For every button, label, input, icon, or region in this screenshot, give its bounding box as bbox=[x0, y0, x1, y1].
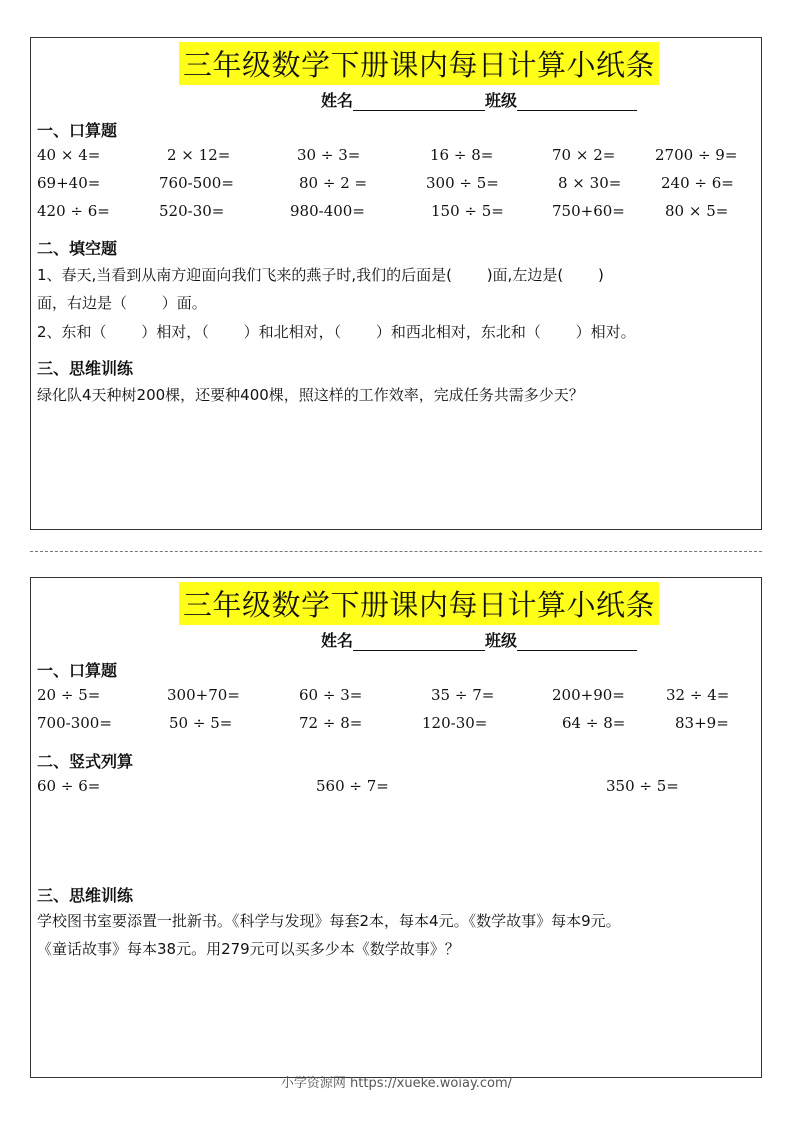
vertical-calc-item: 350 ÷ 5= bbox=[606, 777, 679, 795]
calc-item: 150 ÷ 5= bbox=[431, 202, 504, 220]
calc-item: 980-400= bbox=[290, 202, 365, 220]
class-label: 班级 bbox=[485, 631, 518, 650]
calc-item: 420 ÷ 6= bbox=[37, 202, 110, 220]
cut-line bbox=[30, 551, 762, 552]
section-heading-vertical: 二、竖式列算 bbox=[37, 752, 134, 771]
calc-item: 8 × 30= bbox=[558, 174, 622, 192]
calc-item: 70 × 2= bbox=[552, 146, 616, 164]
name-class-row bbox=[321, 628, 637, 651]
fill-question-1-cont: 面，右边是（ ）面。 bbox=[37, 294, 207, 312]
calc-item: 760-500= bbox=[159, 174, 234, 192]
vertical-calc-item: 60 ÷ 6= bbox=[37, 777, 101, 795]
calc-item: 16 ÷ 8= bbox=[430, 146, 494, 164]
section-heading-oral: 一、口算题 bbox=[37, 661, 118, 680]
thinking-question: 学校图书室要添置一批新书。《科学与发现》每套2本，每本4元。《数学故事》每本9元。 bbox=[37, 912, 621, 930]
calc-item: 80 × 5= bbox=[665, 202, 729, 220]
calc-item: 30 ÷ 3= bbox=[297, 146, 361, 164]
worksheet-title: 三年级数学下册课内每日计算小纸条 bbox=[179, 582, 659, 625]
vertical-calc-item: 560 ÷ 7= bbox=[316, 777, 389, 795]
class-label: 班级 bbox=[485, 91, 518, 110]
calc-item: 20 ÷ 5= bbox=[37, 686, 101, 704]
footer-watermark: 小学资源网 https://xueke.woiay.com/ bbox=[280, 1076, 513, 1091]
calc-item: 35 ÷ 7= bbox=[431, 686, 495, 704]
calc-item: 2 × 12= bbox=[167, 146, 231, 164]
calc-item: 520-30= bbox=[159, 202, 225, 220]
thinking-question: 绿化队4天种树200棵，还要种400棵，照这样的工作效率，完成任务共需多少天？ bbox=[37, 386, 584, 404]
calc-item: 60 ÷ 3= bbox=[299, 686, 363, 704]
section-heading-oral: 一、口算题 bbox=[37, 121, 118, 140]
calc-item: 300 ÷ 5= bbox=[426, 174, 499, 192]
worksheet-card-1 bbox=[30, 37, 762, 530]
calc-item: 200+90= bbox=[552, 686, 625, 704]
calc-item: 240 ÷ 6= bbox=[661, 174, 734, 192]
fill-question-2: 2、东和（ ）相对，（ ）和北相对，（ ）和西北相对，东北和（ ）相对。 bbox=[37, 323, 636, 341]
section-heading-thinking: 三、思维训练 bbox=[37, 359, 134, 378]
calc-item: 83+9= bbox=[675, 714, 729, 732]
calc-item: 69+40= bbox=[37, 174, 101, 192]
calc-item: 2700 ÷ 9= bbox=[655, 146, 738, 164]
thinking-question-cont: 《童话故事》每本38元。用279元可以买多少本《数学故事》？ bbox=[37, 940, 460, 958]
calc-item: 750+60= bbox=[552, 202, 625, 220]
calc-item: 32 ÷ 4= bbox=[666, 686, 730, 704]
calc-item: 72 ÷ 8= bbox=[299, 714, 363, 732]
class-blank bbox=[517, 634, 637, 651]
class-blank bbox=[517, 94, 637, 111]
name-label: 姓名 bbox=[321, 91, 354, 110]
worksheet-title: 三年级数学下册课内每日计算小纸条 bbox=[179, 42, 659, 85]
section-heading-thinking: 三、思维训练 bbox=[37, 886, 134, 905]
name-blank bbox=[353, 94, 485, 111]
fill-question-1: 1、春天,当看到从南方迎面向我们飞来的燕子时,我们的后面是( )面,左边是( ) bbox=[37, 266, 604, 284]
calc-item: 120-30= bbox=[422, 714, 488, 732]
calc-item: 700-300= bbox=[37, 714, 112, 732]
calc-item: 64 ÷ 8= bbox=[562, 714, 626, 732]
name-blank bbox=[353, 634, 485, 651]
name-label: 姓名 bbox=[321, 631, 354, 650]
name-class-row bbox=[321, 88, 637, 111]
section-heading-fill: 二、填空题 bbox=[37, 239, 118, 258]
calc-item: 50 ÷ 5= bbox=[169, 714, 233, 732]
calc-item: 40 × 4= bbox=[37, 146, 101, 164]
calc-item: 80 ÷ 2 = bbox=[299, 174, 368, 192]
worksheet-card-2 bbox=[30, 577, 762, 1078]
calc-item: 300+70= bbox=[167, 686, 240, 704]
